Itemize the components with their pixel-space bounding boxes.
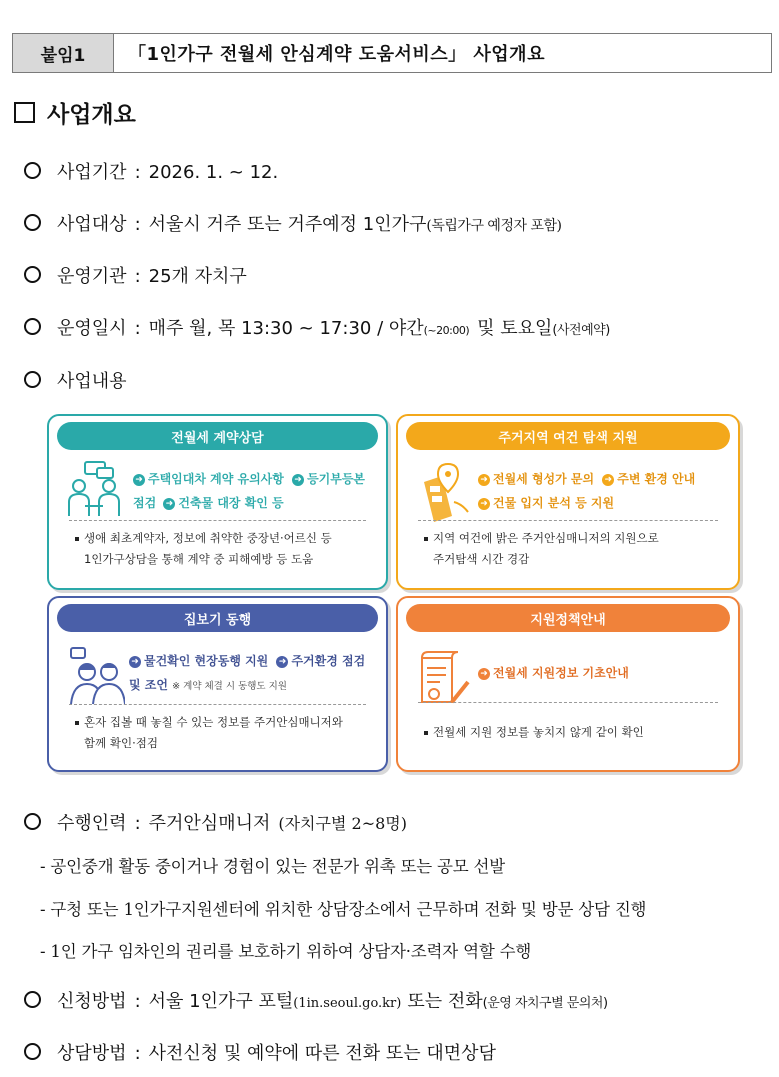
circle-bullet-icon <box>24 266 41 283</box>
bullet-value: 서울시 거주 또는 거주예정 1인가구 <box>148 214 427 235</box>
arrow-icon: ➜ <box>292 474 304 486</box>
staff-detail: - 1인 가구 임차인의 권리를 보호하기 위하여 상담자·조력자 역할 수행 <box>40 942 532 961</box>
item-text: 등기부등본 <box>307 472 366 486</box>
staff-detail: - 구청 또는 1인가구지원센터에 위치한 상담장소에서 근무하며 전화 및 방문 상담 진행 <box>40 900 647 919</box>
bullet-label: 운영일시 <box>57 318 127 339</box>
desc-text: 생애 최초계약자, 정보에 취약한 중장년·어르신 등 <box>84 531 332 545</box>
bullet-value: 주거안심매니저 <box>148 813 271 834</box>
map-pin-phone-icon <box>418 462 474 522</box>
item-line <box>133 494 284 511</box>
colon: : <box>134 266 141 287</box>
bullet-period <box>24 158 278 184</box>
bullet-label: 상담방법 <box>57 1043 127 1064</box>
circle-bullet-icon <box>24 318 41 335</box>
two-people-icon <box>69 646 125 706</box>
bullet-label: 사업기간 <box>57 162 127 183</box>
card-description <box>75 528 332 570</box>
bullet-note: (독립가구 예정자 포함) <box>426 218 562 234</box>
bullet-label: 신청방법 <box>57 991 127 1012</box>
circle-bullet-icon <box>24 991 41 1008</box>
square-bullet-icon <box>424 731 428 735</box>
item-line <box>129 652 365 669</box>
bullet-org <box>24 262 247 288</box>
colon: : <box>134 214 141 235</box>
colon: : <box>134 162 141 183</box>
bullet-staff <box>24 809 407 835</box>
circle-bullet-icon <box>24 1043 41 1060</box>
arrow-icon: ➜ <box>602 474 614 486</box>
card-description <box>424 528 659 570</box>
bullet-note: (자치구별 2~8명) <box>278 814 407 833</box>
desc-text: 전월세 지원 정보를 놓치지 않게 같이 확인 <box>433 725 644 739</box>
item-text: 전월세 형성가 문의 <box>493 472 595 486</box>
desc-text: 혼자 집볼 때 놓칠 수 있는 정보를 주거안심매니저와 <box>84 715 343 729</box>
item-text: 주거환경 점검 <box>291 654 366 668</box>
item-line <box>478 664 629 681</box>
item-line <box>129 676 287 693</box>
bullet-label: 사업내용 <box>57 371 127 392</box>
bullet-note: (~20:00) <box>423 324 470 337</box>
bullet-note: (사전예약) <box>552 323 610 338</box>
arrow-icon: ➜ <box>133 474 145 486</box>
square-bullet-icon <box>424 537 428 541</box>
item-text: 건물 입지 분석 등 지원 <box>493 496 615 510</box>
bullet-apply <box>24 987 608 1013</box>
bullet-target <box>24 210 561 236</box>
arrow-icon: ➜ <box>129 656 141 668</box>
divider <box>69 704 366 705</box>
bullet-value: 2026. 1. ~ 12. <box>148 162 279 183</box>
document-pen-icon <box>418 650 474 710</box>
item-text: 전월세 지원정보 기초안내 <box>493 666 629 680</box>
divider <box>69 520 366 521</box>
bullet-schedule <box>24 314 610 340</box>
section-title: 사업개요 <box>47 102 136 128</box>
bullet-label: 운영기관 <box>57 266 127 287</box>
divider <box>418 520 718 521</box>
bullet-value: 및 토요일 <box>477 318 553 339</box>
card-area-exploration <box>396 414 740 590</box>
bullet-label: 사업대상 <box>57 214 127 235</box>
item-text: 주택임대차 계약 유의사항 <box>148 472 284 486</box>
card-house-viewing <box>47 596 388 772</box>
bullet-method <box>24 1039 496 1065</box>
card-title: 전월세 계약상담 <box>57 422 378 450</box>
portal-url: (1in.seoul.go.kr) <box>293 996 402 1011</box>
square-bullet-icon <box>75 537 79 541</box>
colon: : <box>134 813 141 834</box>
card-title: 지원정책안내 <box>406 604 730 632</box>
card-title: 집보기 동행 <box>57 604 378 632</box>
arrow-icon: ➜ <box>276 656 288 668</box>
desc-text: 함께 확인·점검 <box>84 736 158 750</box>
colon: : <box>134 1043 141 1064</box>
document-title: 「1인가구 전월세 안심계약 도움서비스」 사업개요 <box>128 44 545 65</box>
bullet-value: 매주 월, 목 13:30 ~ 17:30 / 야간 <box>148 318 424 339</box>
circle-bullet-icon <box>24 371 41 388</box>
title-bar <box>12 33 772 73</box>
bullet-content <box>24 367 127 393</box>
card-title: 주거지역 여건 탐색 지원 <box>406 422 730 450</box>
bullet-value: 또는 전화 <box>407 991 483 1012</box>
item-text: 물건확인 현장동행 지원 <box>144 654 269 668</box>
desc-text: 1인가구상담을 통해 계약 중 피해예방 등 도움 <box>84 552 314 566</box>
item-text: 건축물 대장 확인 등 <box>178 496 284 510</box>
item-note: ※ 계약 체결 시 동행도 지원 <box>172 681 287 692</box>
circle-bullet-icon <box>24 813 41 830</box>
attachment-tag: 붙임1 <box>13 34 114 72</box>
item-text: 및 조언 <box>129 678 168 692</box>
circle-bullet-icon <box>24 162 41 179</box>
colon: : <box>134 318 141 339</box>
item-line <box>133 470 365 487</box>
section-heading <box>14 96 136 129</box>
card-policy-guide <box>396 596 740 772</box>
card-description <box>424 722 644 743</box>
staff-detail: - 공인중개 활동 중이거나 경험이 있는 전문가 위촉 또는 공모 선발 <box>40 857 506 876</box>
square-bullet-icon <box>75 721 79 725</box>
item-text: 주변 환경 안내 <box>617 472 696 486</box>
bullet-value: 사전신청 및 예약에 따른 전화 또는 대면상담 <box>148 1043 496 1064</box>
bullet-note: (운영 자치구별 문의처) <box>482 996 608 1011</box>
colon: : <box>134 991 141 1012</box>
desc-text: 주거탐색 시간 경감 <box>433 552 530 566</box>
card-contract-counseling <box>47 414 388 590</box>
arrow-icon: ➜ <box>478 474 490 486</box>
arrow-icon: ➜ <box>478 498 490 510</box>
circle-bullet-icon <box>24 214 41 231</box>
bullet-value: 25개 자치구 <box>148 266 247 287</box>
card-description <box>75 712 343 754</box>
square-bullet-icon <box>14 102 35 123</box>
arrow-icon: ➜ <box>163 498 175 510</box>
bullet-value: 서울 1인가구 포털 <box>148 991 294 1012</box>
consultation-icon <box>67 460 123 520</box>
bullet-label: 수행인력 <box>57 813 127 834</box>
arrow-icon: ➜ <box>478 668 490 680</box>
divider <box>418 702 718 703</box>
item-line <box>478 494 614 511</box>
item-line <box>478 470 695 487</box>
desc-text: 지역 여건에 밝은 주거안심매니저의 지원으로 <box>433 531 659 545</box>
item-text: 점검 <box>133 496 157 510</box>
